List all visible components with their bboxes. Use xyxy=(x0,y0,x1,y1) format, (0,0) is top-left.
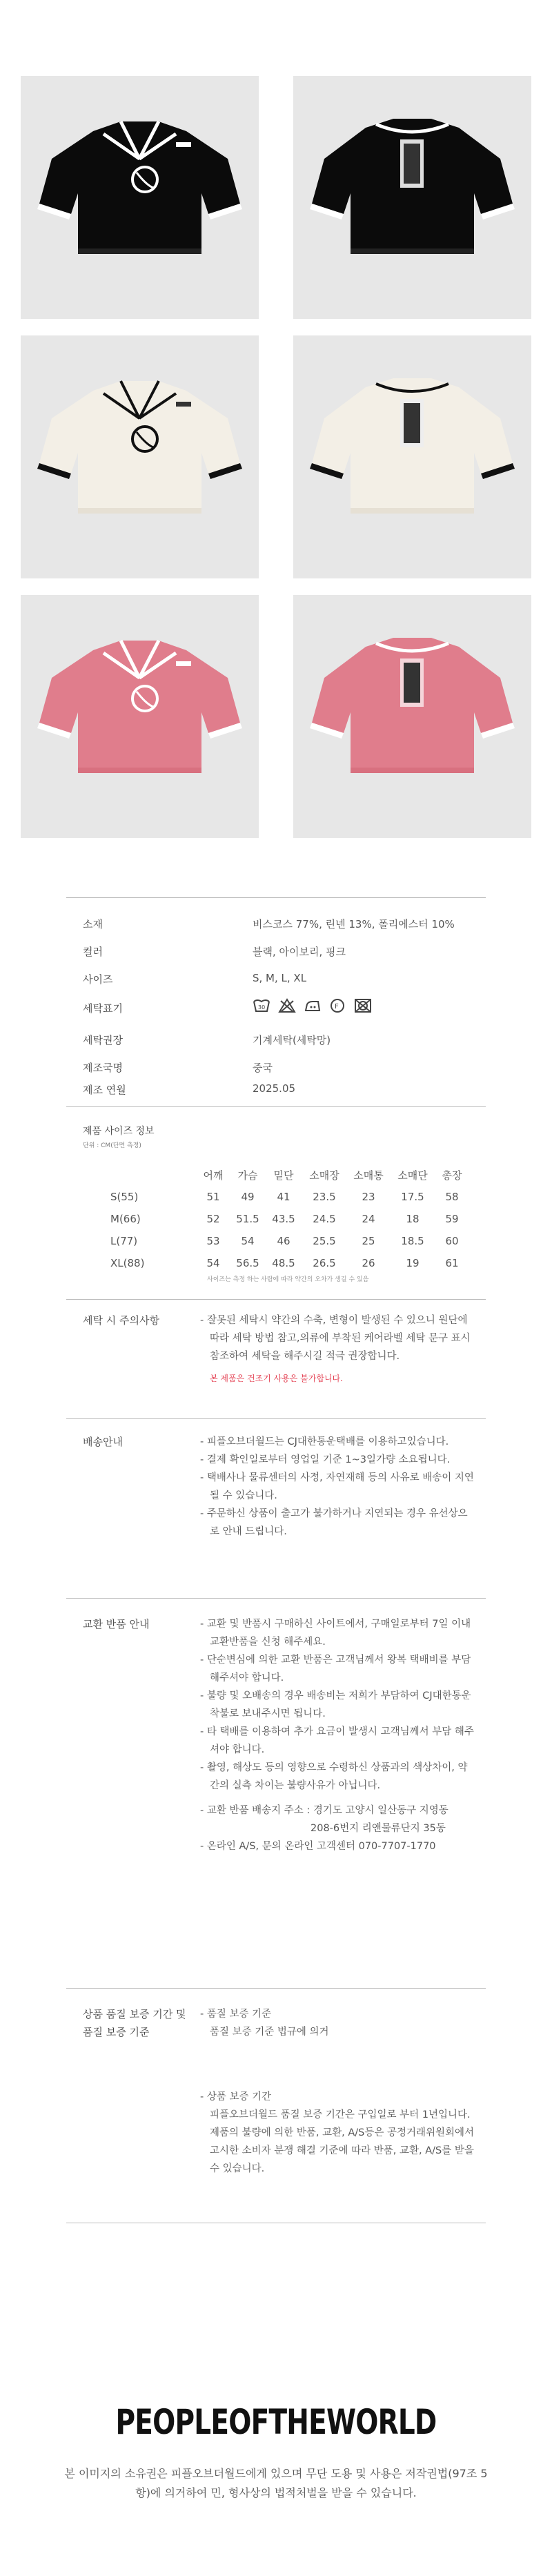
wash-value: 기계세탁(세탁망) xyxy=(253,1034,331,1046)
copyright-notice xyxy=(0,2464,552,2503)
header-cell: 소매단 xyxy=(397,1169,428,1182)
table-cell: 61 xyxy=(445,1257,459,1269)
list-item: - 타 택배를 이용하여 추가 요금이 발생시 고객님께서 부담 해주셔야 합니다. xyxy=(200,1726,474,1755)
origin-label: 제조국명 xyxy=(83,1062,123,1074)
header-cell: 밑단 xyxy=(273,1169,294,1182)
dry-clean-icon xyxy=(328,998,346,1016)
table-row xyxy=(83,1186,469,1208)
brand-logo: PEOPLEOFTHEWORLD xyxy=(115,2402,437,2442)
pink-back-photo xyxy=(293,595,531,838)
size-table-footnote: 사이즈는 측정 하는 사람에 따라 약간의 오차가 생길 수 있음 xyxy=(207,1276,369,1283)
warranty-period-title: - 상품 보증 기간 xyxy=(200,2091,272,2102)
table-cell: 25 xyxy=(362,1235,375,1247)
warranty-title xyxy=(83,2005,186,2041)
divider xyxy=(66,1418,486,1419)
address-line1: 경기도 고양시 일산동구 지영동 xyxy=(313,1805,448,1816)
ivory-back-photo xyxy=(293,335,531,578)
address-row xyxy=(200,1802,476,1819)
ivory-front-photo xyxy=(21,335,259,578)
table-cell: 25.5 xyxy=(313,1235,336,1247)
header-cell: 소매통 xyxy=(353,1169,384,1182)
wash-30-icon xyxy=(253,998,270,1016)
no-bleach-icon xyxy=(278,998,296,1016)
warranty-period-text: 피플오브더월드 품질 보증 기간은 구입일로 부터 1년입니다. 제품의 불량에 의한 반품, 교환, A/S등은 공정거래위원회에서 고시한 소비자 분쟁 해결 기준에 따라 반품, 교환, A/S를 받을 수 있습니다. xyxy=(210,2109,475,2174)
list-item: - 피플오브더월드는 CJ대한통운택배를 이용하고있습니다. xyxy=(200,1436,449,1447)
table-cell: 18.5 xyxy=(401,1235,424,1247)
exchange-body xyxy=(200,1615,476,1855)
svg-text:30: 30 xyxy=(258,1004,266,1011)
table-cell: 48.5 xyxy=(272,1257,295,1269)
table-cell: 23 xyxy=(362,1191,375,1203)
care-symbols-label: 세탁표기 xyxy=(83,1002,123,1015)
black-back-photo xyxy=(293,76,531,319)
shipping-title: 배송안내 xyxy=(83,1436,123,1448)
list-item: - 불량 및 오배송의 경우 배송비는 저희가 부담하여 CJ대한통운 착불로 보내주시면 됩니다. xyxy=(200,1690,471,1719)
table-cell: 46 xyxy=(277,1235,290,1247)
table-cell: 18 xyxy=(406,1213,420,1225)
cs-contact: - 온라인 A/S, 문의 온라인 고객센터 070-7707-1770 xyxy=(200,1841,436,1852)
size-label: 사이즈 xyxy=(83,973,113,986)
pink-front-photo xyxy=(21,595,259,838)
address-label: - 교환 반품 배송지 주소 : xyxy=(200,1805,310,1816)
size-table-title: 제품 사이즈 정보 xyxy=(83,1126,155,1137)
material-label: 소재 xyxy=(83,918,103,930)
size-name: M(66) xyxy=(110,1213,141,1225)
no-tumble-dry-icon xyxy=(354,998,372,1016)
table-cell: 26 xyxy=(362,1257,375,1269)
size-table-unit: 단위 : CM(단면 측정) xyxy=(83,1142,141,1149)
size-name: S(55) xyxy=(110,1191,139,1203)
material-value: 비스코스 77%, 린넨 13%, 폴리에스터 10% xyxy=(253,918,455,930)
wash-label: 세탁권장 xyxy=(83,1034,123,1046)
table-cell: 59 xyxy=(445,1213,459,1225)
list-item: - 결제 확인일로부터 영업일 기준 1~3일가량 소요됩니다. xyxy=(200,1454,451,1465)
header-cell: 총장 xyxy=(442,1169,462,1182)
divider xyxy=(66,897,486,898)
table-cell: 41 xyxy=(277,1191,290,1203)
care-title: 세탁 시 주의사항 xyxy=(83,1314,159,1327)
list-item: - 주문하신 상품이 출고가 불가하거나 지연되는 경우 유선상으로 안내 드립니다. xyxy=(200,1508,468,1537)
table-cell: 49 xyxy=(241,1191,255,1203)
svg-text:F: F xyxy=(335,1003,339,1011)
color-label: 컬러 xyxy=(83,946,103,958)
address-line2: 208-6번지 리앤물류단지 35동 xyxy=(310,1823,446,1834)
table-cell: 58 xyxy=(445,1191,459,1203)
table-cell: 51 xyxy=(206,1191,220,1203)
size-table xyxy=(83,1164,469,1274)
date-value: 2025.05 xyxy=(253,1082,296,1095)
care-text: - 잘못된 세탁시 약간의 수축, 변형이 발생된 수 있으니 원단에 따라 세탁 방법 참고,의류에 부착된 케어라벨 세탁 문구 표시 참조하여 세탁을 해주시길 적극 권장합니다. xyxy=(200,1315,471,1362)
divider xyxy=(66,1988,486,1989)
table-cell: 19 xyxy=(406,1257,420,1269)
divider xyxy=(66,1598,486,1599)
divider xyxy=(66,1106,486,1107)
size-table-header xyxy=(83,1164,469,1186)
care-symbols xyxy=(253,998,376,1016)
table-row xyxy=(83,1252,469,1274)
header-cell: 소매장 xyxy=(309,1169,339,1182)
table-cell: 60 xyxy=(445,1235,459,1247)
table-cell: 52 xyxy=(206,1213,220,1225)
table-cell: 17.5 xyxy=(401,1191,424,1203)
table-cell: 26.5 xyxy=(313,1257,336,1269)
list-item: - 택배사나 물류센터의 사정, 자연재해 등의 사유로 배송이 지연될 수 있습니다. xyxy=(200,1472,474,1501)
list-item: - 단순변심에 의한 교환 반품은 고객님께서 왕복 택배비를 부담 해주셔야 합니다. xyxy=(200,1655,471,1684)
copyright-text: 본 이미지의 소유권은 피플오브더월드에게 있으며 무단 도용 및 사용은 저작권법(97조 5항)에 의거하여 민, 형사상의 법적처벌을 받을 수 있습니다. xyxy=(64,2467,488,2499)
list-item: - 교환 및 반품시 구매하신 사이트에서, 구매일로부터 7일 이내 교환반품을 신청 해주세요. xyxy=(200,1619,471,1648)
table-cell: 51.5 xyxy=(236,1213,259,1225)
shipping-body xyxy=(200,1433,476,1541)
header-cell: 가슴 xyxy=(237,1169,258,1182)
table-cell: 54 xyxy=(206,1257,220,1269)
black-front-photo xyxy=(21,76,259,319)
color-value: 블랙, 아이보리, 핑크 xyxy=(253,946,346,958)
table-row xyxy=(83,1208,469,1230)
header-cell: 어깨 xyxy=(203,1169,224,1182)
table-cell: 53 xyxy=(206,1235,220,1247)
table-cell: 24.5 xyxy=(313,1213,336,1225)
warranty-title-line2: 품질 보증 기준 xyxy=(83,2026,150,2038)
list-item: - 촬영, 해상도 등의 영향으로 수령하신 상품과의 색상차이, 약간의 실측 차이는 불량사유가 아닙니다. xyxy=(200,1762,468,1791)
size-value: S, M, L, XL xyxy=(253,972,307,984)
table-cell: 54 xyxy=(241,1235,255,1247)
size-name: L(77) xyxy=(110,1235,138,1247)
size-name: XL(88) xyxy=(110,1257,145,1269)
date-label: 제조 연월 xyxy=(83,1084,126,1096)
origin-value: 중국 xyxy=(253,1062,273,1074)
table-cell: 23.5 xyxy=(313,1191,336,1203)
exchange-title: 교환 반품 안내 xyxy=(83,1618,150,1630)
table-cell: 56.5 xyxy=(236,1257,259,1269)
care-warning: 본 제품은 건조기 사용은 불가합니다. xyxy=(210,1374,343,1383)
warranty-title-line1: 상품 품질 보증 기간 및 xyxy=(83,2008,186,2020)
iron-medium-icon xyxy=(304,998,322,1016)
warranty-criteria-title: - 품질 보증 기준 xyxy=(200,2009,272,2020)
table-cell: 43.5 xyxy=(272,1213,295,1225)
divider xyxy=(66,1299,486,1300)
care-body xyxy=(200,1311,476,1387)
warranty-body xyxy=(200,2005,476,2178)
table-row xyxy=(83,1230,469,1252)
table-cell: 24 xyxy=(362,1213,375,1225)
warranty-criteria-text: 품질 보증 기준 법규에 의거 xyxy=(210,2027,329,2038)
